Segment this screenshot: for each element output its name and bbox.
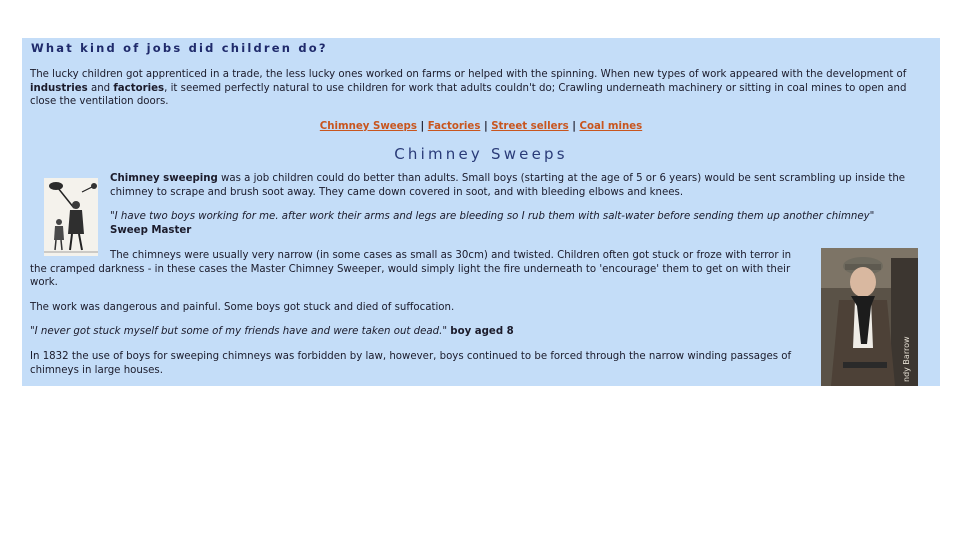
section-heading: Chimney Sweeps [394, 145, 568, 163]
nav-separator: | [483, 121, 488, 132]
photo-credit: ndy Barrow [902, 336, 911, 382]
p1-text: was a job children could do better than adults. Small boys (starting at the age of 5 or 6 years) would be sent scrambling up inside the chimney to scrape and brush soot away. They came down covered in soot, and with bleeding elbows and knees. [110, 173, 906, 198]
intro-paragraph [30, 68, 930, 109]
nav-separator: | [572, 121, 576, 132]
nav-link-chimney-sweeps[interactable]: Chimney Sweeps [319, 121, 417, 132]
paragraph-dangerous-work: The work was dangerous and painful. Some boys got stuck and died of suffocation. [30, 302, 455, 313]
quote1-text: "I have two boys working for me. after work their arms and legs are bleeding so I rub them with salt-water before sending them up another chimney" [110, 211, 875, 222]
sweep-engraving-image [44, 178, 98, 256]
bold-chimney-sweeping: Chimney sweeping [110, 173, 218, 184]
nav-link-coal-mines[interactable]: Coal mines [579, 121, 643, 132]
intro-bold-industries: industries [30, 82, 88, 94]
paragraph-1832-law: In 1832 the use of boys for sweeping chimneys was forbidden by law, however, boys continued to be forced through the narrow winding passages of chimneys in large houses. [30, 351, 792, 376]
nav-link-factories[interactable]: Factories [427, 121, 481, 132]
nav-link-street-sellers[interactable]: Street sellers [491, 121, 569, 132]
content-panel [22, 38, 940, 386]
quote-sweep-master [110, 210, 910, 237]
quote-boy [30, 325, 810, 339]
intro-text-1: The lucky children got apprenticed in a trade, the less lucky ones worked on farms or helped with the spinning. When new types of work appeared with the development of [30, 69, 907, 80]
intro-bold-factories: factories [113, 82, 165, 94]
nav-separator: | [420, 121, 425, 132]
intro-text-3: , it seemed perfectly natural to use children for work that adults couldn't do; Crawling underneath machinery or sitting in coal mines to open and close the ventilation doors. [30, 82, 907, 107]
topic-nav [22, 121, 940, 132]
page-title: What kind of jobs did children do? [31, 41, 328, 55]
paragraph-narrow-chimneys: The chimneys were usually very narrow (in some cases as small as 30cm) and twisted. Children often got stuck or froze with terror in the cramped darkness - in these cases the Master Chimney Sweeper, would simply light the fire underneath to 'encourage' them to get on with their work. [30, 250, 792, 288]
intro-text-2: and [87, 82, 114, 94]
quote2-text: "I never got stuck myself but some of my friends have and were taken out dead." [30, 326, 448, 337]
quote2-attribution: boy aged 8 [450, 326, 514, 337]
paragraph-chimney-sweeping [110, 172, 930, 199]
quote1-attribution: Sweep Master [110, 224, 192, 236]
sweep-boy-photo [821, 248, 918, 386]
